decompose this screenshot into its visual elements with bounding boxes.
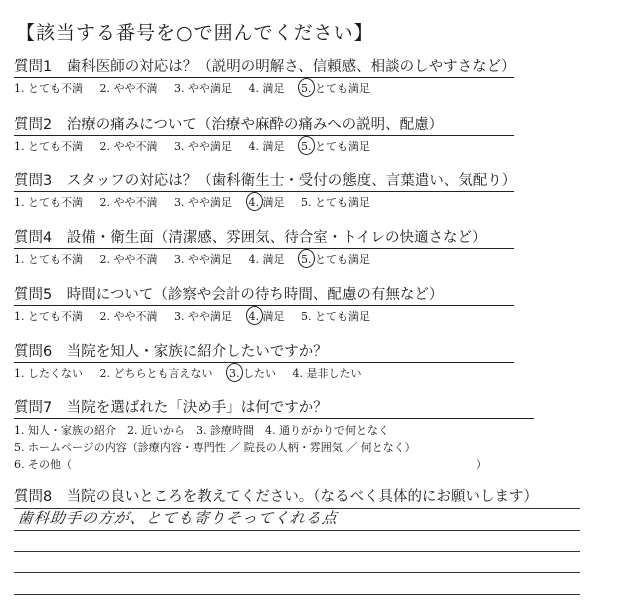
q1-option-5-selected[interactable]: 5. とても満足	[301, 82, 370, 95]
q2-option-1[interactable]: 1. とても不満	[14, 140, 83, 153]
q4-option-3[interactable]: 3. やや満足	[174, 253, 232, 266]
q5-option-3[interactable]: 3. やや満足	[174, 310, 232, 323]
q4-option-2[interactable]: 2. やや不満	[99, 253, 158, 266]
answer-line-4	[14, 572, 580, 573]
question-1	[14, 58, 514, 96]
answer-line-5	[14, 594, 580, 595]
q4-option-5-selected[interactable]: 5. とても満足	[301, 253, 370, 266]
question-4	[14, 229, 514, 267]
q7-options-line-2[interactable]: 5. ホームページの内容（診療内容・専門性 ／ 院長の人柄・雰囲気 ／ 何となく）	[14, 441, 416, 454]
q2-option-2[interactable]: 2. やや不満	[99, 140, 158, 153]
question-1-title: 質問1 歯科医師の対応は？（説明の明解さ、信頼感、相談のしやすさなど）	[14, 58, 514, 78]
q4-option-1[interactable]: 1. とても不満	[14, 253, 83, 266]
question-2	[14, 116, 514, 154]
q5-option-1[interactable]: 1. とても不満	[14, 310, 83, 323]
q1-option-2[interactable]: 2. やや不満	[99, 82, 158, 95]
q2-option-5-selected[interactable]: 5. とても満足	[301, 140, 370, 153]
page-title: 【該当する番号を○で囲んでください】	[16, 22, 374, 44]
answer-line-2	[14, 530, 580, 531]
q6-option-2[interactable]: 2. どちらとも言えない	[99, 367, 213, 380]
q1-option-4[interactable]: 4. 満足	[248, 82, 285, 95]
question-5-title: 質問5 時間について（診察や会計の待ち時間、配慮の有無など）	[14, 286, 514, 306]
q7-other-close-paren: ）	[476, 458, 487, 471]
question-6-options	[14, 366, 514, 381]
q3-option-2[interactable]: 2. やや不満	[99, 196, 158, 209]
q4-option-4[interactable]: 4. 満足	[248, 253, 285, 266]
question-8	[14, 488, 574, 507]
question-3	[14, 172, 517, 210]
q2-option-3[interactable]: 3. やや満足	[174, 140, 232, 153]
q3-option-4-selected[interactable]: 4. 満足	[248, 196, 285, 209]
question-3-options	[14, 195, 514, 210]
q6-option-3-selected[interactable]: 3. したい	[229, 367, 276, 380]
question-3-title: 質問3 スタッフの対応は？（歯科衛生士・受付の態度、言葉遣い、気配り）	[14, 172, 514, 192]
question-4-title: 質問4 設備・衛生面（清潔感、雰囲気、待合室・トイレの快適さなど）	[14, 229, 514, 249]
q8-handwritten-answer[interactable]: 歯科助手の方が、とても寄りそってくれる点	[17, 509, 339, 527]
question-1-options	[14, 81, 514, 96]
q3-option-5[interactable]: 5. とても満足	[301, 196, 370, 209]
q1-option-3[interactable]: 3. やや満足	[174, 82, 232, 95]
question-7	[14, 399, 534, 473]
question-5	[14, 286, 514, 324]
q5-option-4-selected[interactable]: 4. 満足	[248, 310, 285, 323]
q3-option-1[interactable]: 1. とても不満	[14, 196, 83, 209]
q5-option-5[interactable]: 5. とても満足	[301, 310, 370, 323]
q7-options-line-1[interactable]: 1. 知人・家族の紹介 2. 近いから 3. 診療時間 4. 通りがかりで何となく	[14, 424, 389, 437]
question-7-title: 質問7 当院を選ばれた「決め手」は何ですか？	[14, 399, 534, 419]
question-2-title: 質問2 治療の痛みについて（治療や麻酔の痛みへの説明、配慮）	[14, 116, 514, 136]
q5-option-2[interactable]: 2. やや不満	[99, 310, 158, 323]
question-5-options	[14, 309, 514, 324]
question-8-title: 質問8 当院の良いところを教えてください。（なるべく具体的にお願いします）	[14, 489, 538, 505]
q6-option-4[interactable]: 4. 是非したい	[292, 367, 362, 380]
q7-other-label: 6. その他（	[14, 458, 72, 471]
q6-option-1[interactable]: 1. したくない	[14, 367, 83, 380]
question-2-options	[14, 139, 514, 154]
q3-option-3[interactable]: 3. やや満足	[174, 196, 232, 209]
q1-option-1[interactable]: 1. とても不満	[14, 82, 83, 95]
q2-option-4[interactable]: 4. 満足	[248, 140, 285, 153]
answer-line-1	[14, 508, 580, 509]
q7-options-line-3[interactable]	[14, 456, 534, 473]
question-4-options	[14, 252, 514, 267]
question-6	[14, 343, 514, 381]
answer-line-3	[14, 551, 580, 552]
question-6-title: 質問6 当院を知人・家族に紹介したいですか？	[14, 343, 514, 363]
